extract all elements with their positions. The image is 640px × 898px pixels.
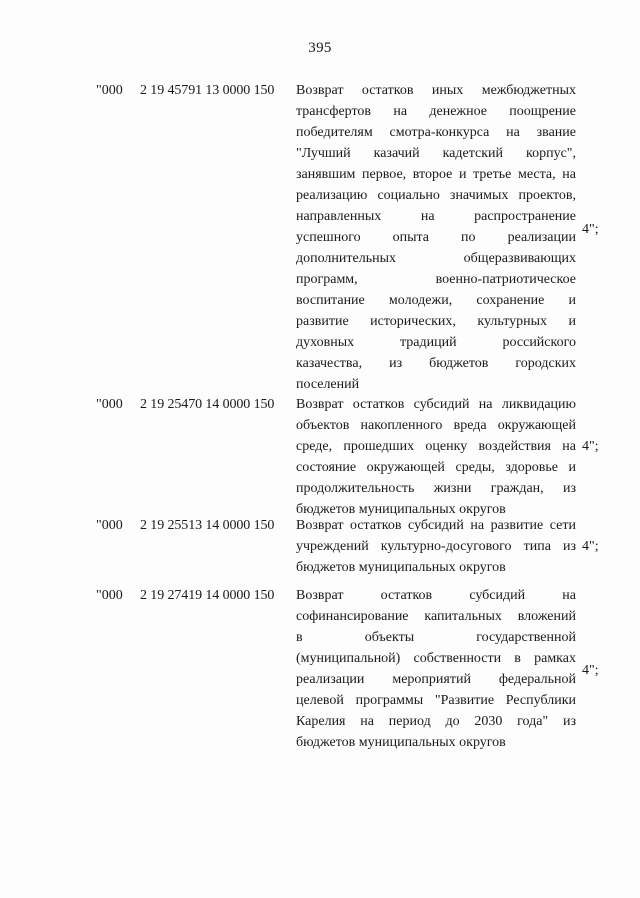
- description-line: воспитание молодежи, сохранение и: [296, 293, 576, 308]
- description-line: состояние окружающей среды, здоровье и: [296, 460, 576, 475]
- description-line: "Лучший казачий кадетский корпус",: [296, 146, 576, 161]
- row-description: [296, 585, 576, 753]
- row-prefix: "000: [96, 518, 123, 533]
- description-line: учреждений культурно-досугового типа из: [296, 539, 576, 554]
- description-line: целевой программы "Развитие Республики: [296, 693, 576, 708]
- description-line: успешного опыта по реализации: [296, 230, 576, 245]
- description-line: бюджетов муниципальных округов: [296, 560, 506, 575]
- description-line: в объекты государственной: [296, 630, 576, 645]
- row-suffix: 4";: [582, 439, 599, 454]
- description-line: духовных традиций российского: [296, 335, 576, 350]
- description-line: Возврат остатков субсидий на развитие сети: [296, 518, 576, 533]
- description-line: программ, военно-патриотическое: [296, 272, 576, 287]
- description-line: бюджетов муниципальных округов: [296, 502, 506, 517]
- budget-classification-code: 2 19 25513 14 0000 150: [140, 518, 275, 533]
- description-line: трансфертов на денежное поощрение: [296, 104, 576, 119]
- row-prefix: "000: [96, 397, 123, 412]
- row-description: [296, 515, 576, 578]
- description-line: победителям смотра-конкурса на звание: [296, 125, 576, 140]
- description-line: объектов накопленного вреда окружающей: [296, 418, 576, 433]
- description-line: среде, прошедших оценку воздействия на: [296, 439, 576, 454]
- description-line: казачества, из бюджетов городских: [296, 356, 576, 371]
- row-prefix: "000: [96, 588, 123, 603]
- page-number: 395: [308, 40, 332, 56]
- description-line: Возврат остатков иных межбюджетных: [296, 83, 576, 98]
- description-line: реализации мероприятий федеральной: [296, 672, 576, 687]
- description-line: Возврат остатков субсидий на ликвидацию: [296, 397, 576, 412]
- budget-classification-code: 2 19 25470 14 0000 150: [140, 397, 275, 412]
- description-line: софинансирование капитальных вложений: [296, 609, 576, 624]
- row-prefix: "000: [96, 83, 123, 98]
- description-line: Возврат остатков субсидий на: [296, 588, 576, 603]
- description-line: развитие исторических, культурных и: [296, 314, 576, 329]
- description-line: занявшим первое, второе и третье места, на: [296, 167, 576, 182]
- budget-classification-code: 2 19 45791 13 0000 150: [140, 83, 275, 98]
- description-line: реализацию социально значимых проектов,: [296, 188, 576, 203]
- budget-classification-code: 2 19 27419 14 0000 150: [140, 588, 275, 603]
- description-line: (муниципальной) собственности в рамках: [296, 651, 576, 666]
- description-line: продолжительность жизни граждан, из: [296, 481, 576, 496]
- row-suffix: 4";: [582, 539, 599, 554]
- description-line: поселений: [296, 377, 360, 392]
- row-suffix: 4";: [582, 663, 599, 678]
- description-line: Карелия на период до 2030 года" из: [296, 714, 576, 729]
- row-description: [296, 80, 576, 395]
- description-line: дополнительных общеразвивающих: [296, 251, 576, 266]
- description-line: направленных на распространение: [296, 209, 576, 224]
- row-suffix: 4";: [582, 222, 599, 237]
- description-line: бюджетов муниципальных округов: [296, 735, 506, 750]
- row-description: [296, 394, 576, 520]
